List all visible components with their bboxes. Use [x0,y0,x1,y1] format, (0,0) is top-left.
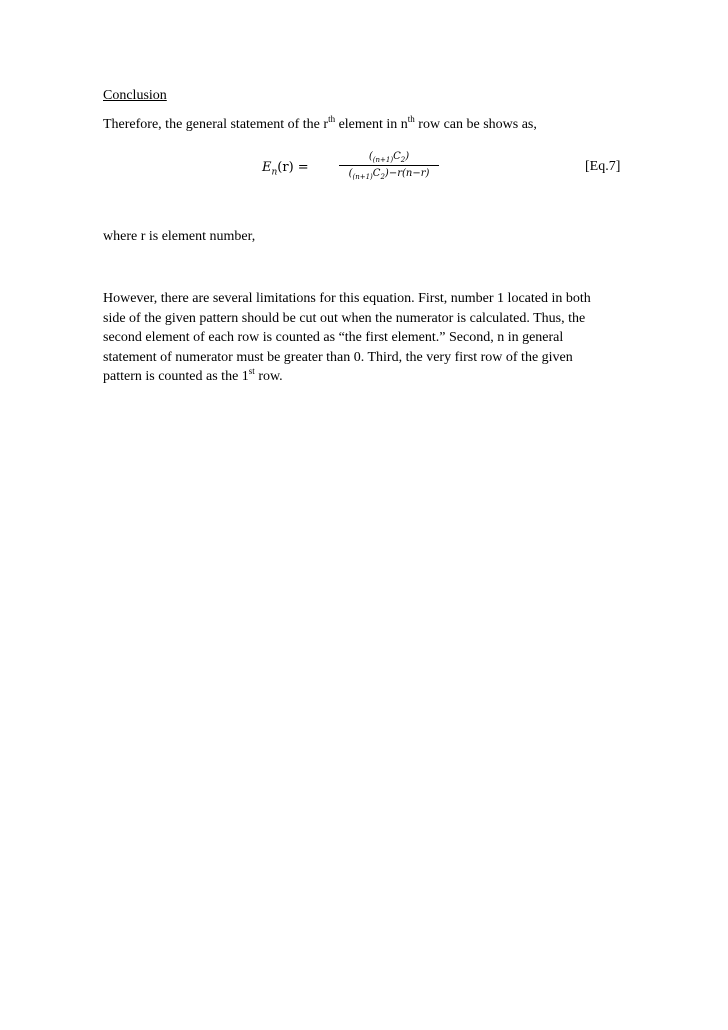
equation-fraction [339,150,439,181]
equation-lhs [262,160,309,178]
section-heading: Conclusion [103,88,167,103]
paragraph-line: second element of each row is counted as “the first element.” Second, n in general [103,330,564,346]
numerator-c: C [393,151,401,162]
equation-label: [Eq.7] [585,159,621,174]
fraction-numerator [339,150,439,164]
intro-text-3: row can be shows as, [414,117,537,132]
denominator-open-paren: ( [348,168,353,179]
paragraph-line: side of the given pattern should be cut out when the numerator is calculated. Thus, the [103,310,586,326]
where-clause: where r is element number, [103,229,256,244]
superscript-th-2: th [407,114,415,124]
numerator-close-paren: ) [405,151,410,162]
intro-text-1: Therefore, the general statement of the r [103,117,329,132]
intro-text-2: element in n [335,117,408,132]
limitations-paragraph [103,289,633,387]
superscript-st: st [248,366,255,377]
last-line-text-1: pattern is counted as the 1 [103,369,249,385]
denominator-c: C [372,168,381,179]
equation-7 [262,150,462,186]
lhs-symbol: E [262,160,272,175]
lhs-subscript: n [271,167,278,178]
last-line-text-2: row. [254,369,283,385]
paragraph-line: However, there are several limitations for this equation. First, number 1 located in both [103,291,591,306]
denominator-left-subscript: (n+1) [352,173,373,181]
fraction-denominator [339,167,439,181]
numerator-left-subscript: (n+1) [372,156,394,164]
fraction-bar [339,165,439,166]
intro-sentence [103,116,537,134]
paragraph-line: statement of numerator must be greater than 0. Third, the very first row of the given [103,349,573,365]
denominator-rest: )−r(n−r) [384,168,430,179]
denominator-c-subscript: 2 [380,173,385,181]
superscript-th-1: th [328,114,336,124]
numerator-open-paren: ( [368,151,373,162]
paragraph-line-last [103,367,633,387]
lhs-argument: (r) = [277,160,309,175]
numerator-c-subscript: 2 [400,156,406,164]
